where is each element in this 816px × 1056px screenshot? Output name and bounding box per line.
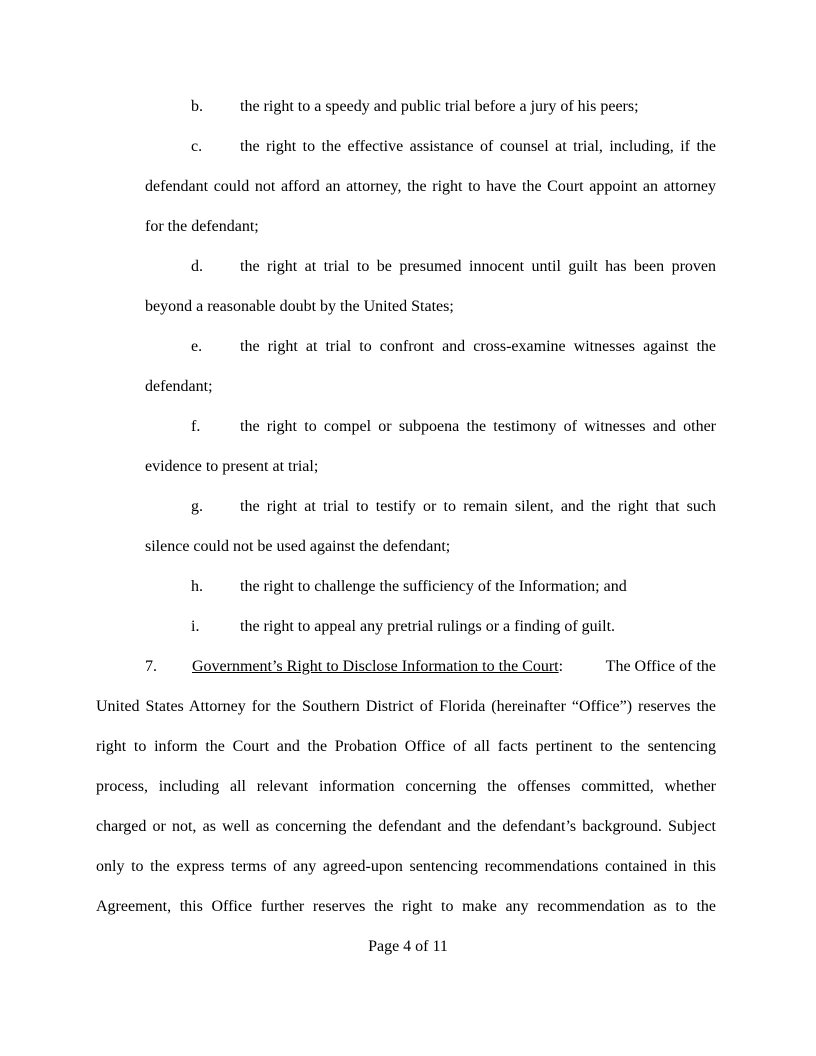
- item-text-g: the right at trial to testify or to remain silent, and the right that such: [240, 498, 716, 515]
- item-label-c: c.: [191, 138, 203, 155]
- section-line-1: United States Attorney for the Southern District of Florida (hereinafter “Office”) reserves the: [96, 698, 716, 715]
- item-text-b: the right to a speedy and public trial before a jury of his peers;: [240, 98, 639, 115]
- item-text-g-cont-1: silence could not be used against the defendant;: [145, 538, 451, 555]
- section-line-6: Agreement, this Office further reserves the right to make any recommendation as to the: [96, 898, 716, 915]
- section-first-line-rest: The Office of the: [605, 658, 716, 675]
- item-text-d-cont-1: beyond a reasonable doubt by the United States;: [145, 298, 454, 315]
- item-text-c-cont-1: defendant could not afford an attorney, the right to have the Court appoint an attorney: [145, 178, 716, 195]
- section-line-2: right to inform the Court and the Probation Office of all facts pertinent to the sentencing: [96, 738, 716, 755]
- item-text-e-cont-1: defendant;: [145, 378, 213, 395]
- item-label-f: f.: [191, 418, 201, 435]
- item-label-g: g.: [191, 498, 203, 515]
- item-text-f: the right to compel or subpoena the testimony of witnesses and other: [240, 418, 716, 435]
- item-text-c: the right to the effective assistance of counsel at trial, including, if the: [240, 138, 716, 155]
- section-line-3: process, including all relevant information concerning the offenses committed, whether: [96, 778, 716, 795]
- item-text-h: the right to challenge the sufficiency of the Information; and: [240, 578, 627, 595]
- item-text-f-cont-1: evidence to present at trial;: [145, 458, 319, 475]
- section-line-5: only to the express terms of any agreed-upon sentencing recommendations contained in this: [96, 858, 716, 875]
- section-heading-line: [192, 657, 716, 677]
- item-text-c-cont-2: for the defendant;: [145, 218, 259, 235]
- section-heading-suffix: :: [558, 658, 564, 675]
- section-number: 7.: [145, 658, 157, 675]
- item-label-b: b.: [191, 98, 203, 115]
- item-text-d: the right at trial to be presumed innocent until guilt has been proven: [240, 258, 716, 275]
- section-line-4: charged or not, as well as concerning the defendant and the defendant’s background. Subject: [96, 818, 716, 835]
- section-heading: Government’s Right to Disclose Information to the Court: [192, 658, 559, 675]
- item-text-i: the right to appeal any pretrial rulings or a finding of guilt.: [240, 618, 616, 635]
- item-label-e: e.: [191, 338, 203, 355]
- item-label-h: h.: [191, 578, 203, 595]
- item-label-i: i.: [191, 618, 200, 635]
- item-label-d: d.: [191, 258, 203, 275]
- item-text-e: the right at trial to confront and cross-examine witnesses against the: [240, 338, 716, 355]
- page-number: Page 4 of 11: [368, 938, 448, 955]
